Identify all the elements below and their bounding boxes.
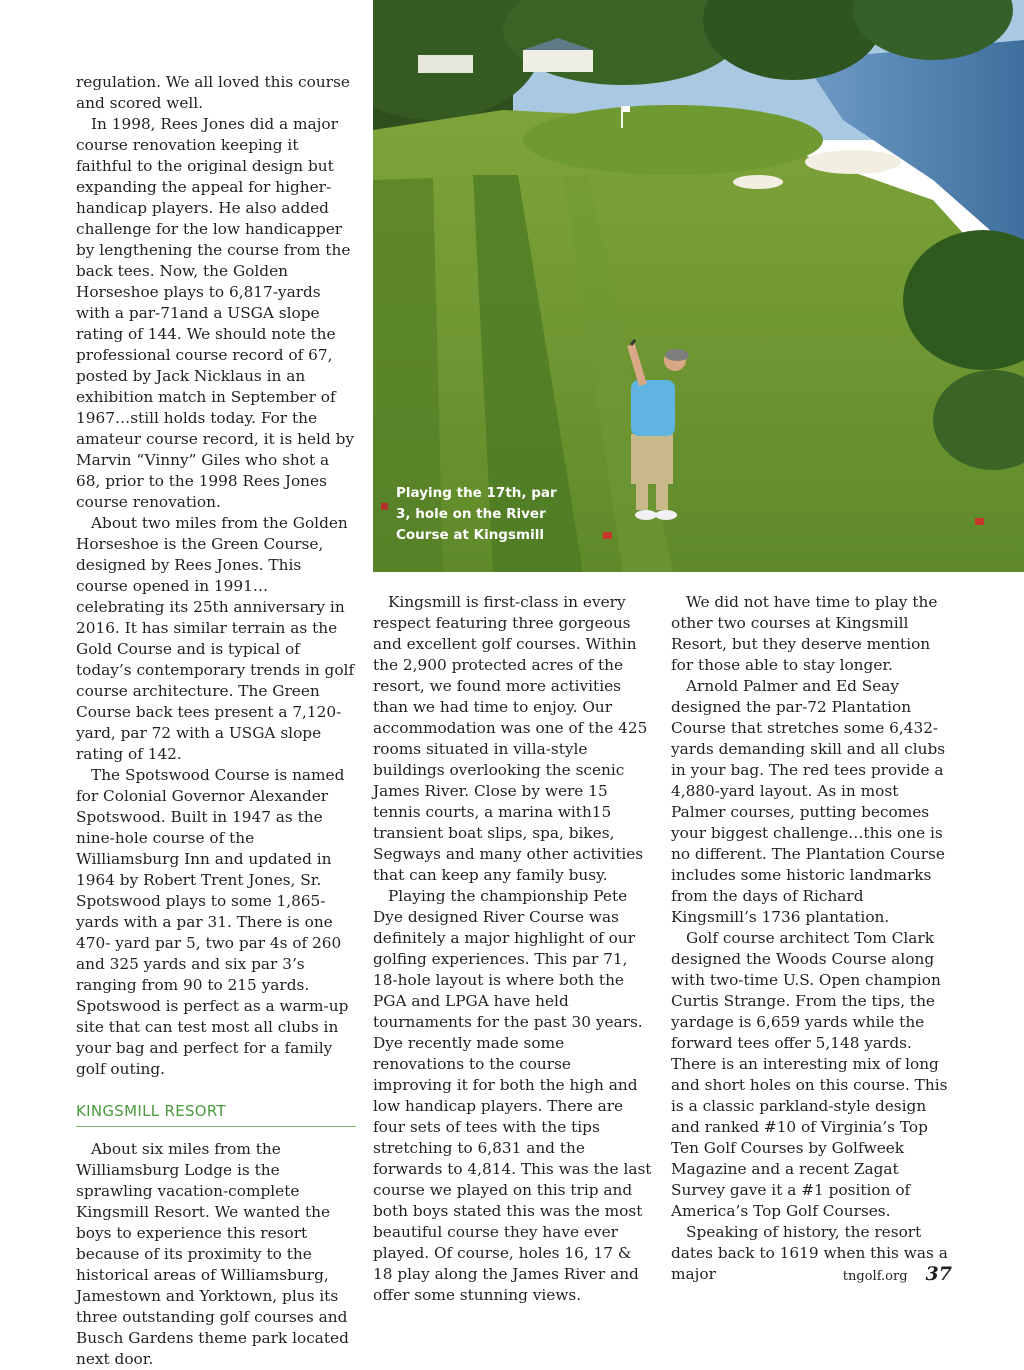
paragraph: The Spotswood Course is named for Colonial Governor Alexander Spotswood. Built in 1947 as the nine-hole course of the Williamsburg Inn and updated in 1964 by Robert Trent Jones, Sr. Spotswood plays to some 1,865-yards with a par 31. There is one 470- yard par 5, two par 4s of 260 and 325 yards and six par 3’s ranging from 90 to 215 yards. Spotswood is perfect as a warm-up site that can test most all clubs in your bag and perfect for a family golf outing. bbox=[76, 766, 349, 1078]
paragraph: Kingsmill is first-class in every respect featuring three gorgeous and excellent golf courses. Within the 2,900 protected acres of the resort, we found more activities than we had time to enjoy. Our accommodation was one of the 425 rooms situated in villa-style buildings overlooking the scenic James River. Close by were 15 tennis courts, a marina with15 transient boat slips, spa, bikes, Segways and many other activities that can keep any family busy. bbox=[373, 593, 648, 884]
paragraph: Playing the championship Pete Dye designed River Course was definitely a major highlight of our golfing experiences. This par 71, 18-hole layout is where both the PGA and LPGA have held tournaments for the past 30 years. Dye recently made some renovations to the course improving it for both the high and low handicap players. There are four sets of tees with the tips stretching to 6,831 and the forwards to 4,814. This was the last course we played on this trip and both boys stated this was the most beautiful course they have ever played. Of course, holes 16, 17 & 18 play along the James River and offer some stunning views. bbox=[373, 887, 652, 1304]
article-column-1 bbox=[76, 72, 356, 1370]
page-number: 37 bbox=[925, 1263, 952, 1285]
photo-caption: Playing the 17th, par 3, hole on the River Course at Kingsmill bbox=[396, 485, 557, 543]
footer-site: tngolf.org bbox=[842, 1269, 908, 1284]
paragraph: About two miles from the Golden Horseshoe is the Green Course, designed by Rees Jones. This course opened in 1991…celebrating its 25th anniversary in 2016. It has similar terrain as the Gold Course and is typical of today’s contemporary trends in golf course architecture. The Green Course back tees present a 7,120-yard, par 72 with a USGA slope rating of 142. bbox=[76, 514, 355, 763]
paragraph: Speaking of history, the resort dates back to 1619 when this was a major bbox=[671, 1223, 948, 1283]
paragraph: We did not have time to play the other two courses at Kingsmill Resort, but they deserve mention for those able to stay longer. bbox=[671, 593, 938, 674]
article-column-2 bbox=[373, 592, 653, 1306]
article-column-3 bbox=[671, 592, 951, 1285]
caption-bullet bbox=[381, 503, 388, 510]
paragraph: Arnold Palmer and Ed Seay designed the par-72 Plantation Course that stretches some 6,432-yards demanding skill and all clubs in your bag. The red tees provide a 4,880-yard layout. As in most Palmer courses, putting becomes your biggest challenge…this one is no different. The Plantation Course includes some historic landmarks from the days of Richard Kingsmill’s 1736 plantation. bbox=[671, 677, 946, 926]
paragraph: Golf course architect Tom Clark designed the Woods Course along with two-time U.S. Open champion Curtis Strange. From the tips, the yardage is 6,659 yards while the forward tees offer 5,148 yards. There is an interesting mix of long and short holes on this course. This is a classic parkland-style design and ranked #10 of Virginia’s Top Ten Golf Courses by Golfweek Magazine and a recent Zagat Survey gave it a #1 position of America’s Top Golf Courses. bbox=[671, 929, 948, 1220]
section-heading-kingsmill: KINGSMILL RESORT bbox=[76, 1101, 356, 1127]
page-footer bbox=[843, 1263, 952, 1285]
paragraph: About six miles from the Williamsburg Lodge is the sprawling vacation-complete Kingsmill Resort. We wanted the boys to experience this resort because of its proximity to the historical areas of Williamsburg, Jamestown and Yorktown, plus its three outstanding golf courses and Busch Gardens theme park located next door. bbox=[76, 1140, 349, 1368]
paragraph: In 1998, Rees Jones did a major course renovation keeping it faithful to the original design but expanding the appeal for higher-handicap players. He also added challenge for the low handicapper by lengthening the course from the back tees. Now, the Golden Horseshoe plays to 6,817-yards with a par-71and a USGA slope rating of 144. We should note the professional course record of 67, posted by Jack Nicklaus in an exhibition match in September of 1967…still holds today. For the amateur course record, it is held by Marvin “Vinny” Giles who shot a 68, prior to the 1998 Rees Jones course renovation. bbox=[76, 115, 355, 511]
paragraph: regulation. We all loved this course and scored well. bbox=[76, 73, 350, 112]
